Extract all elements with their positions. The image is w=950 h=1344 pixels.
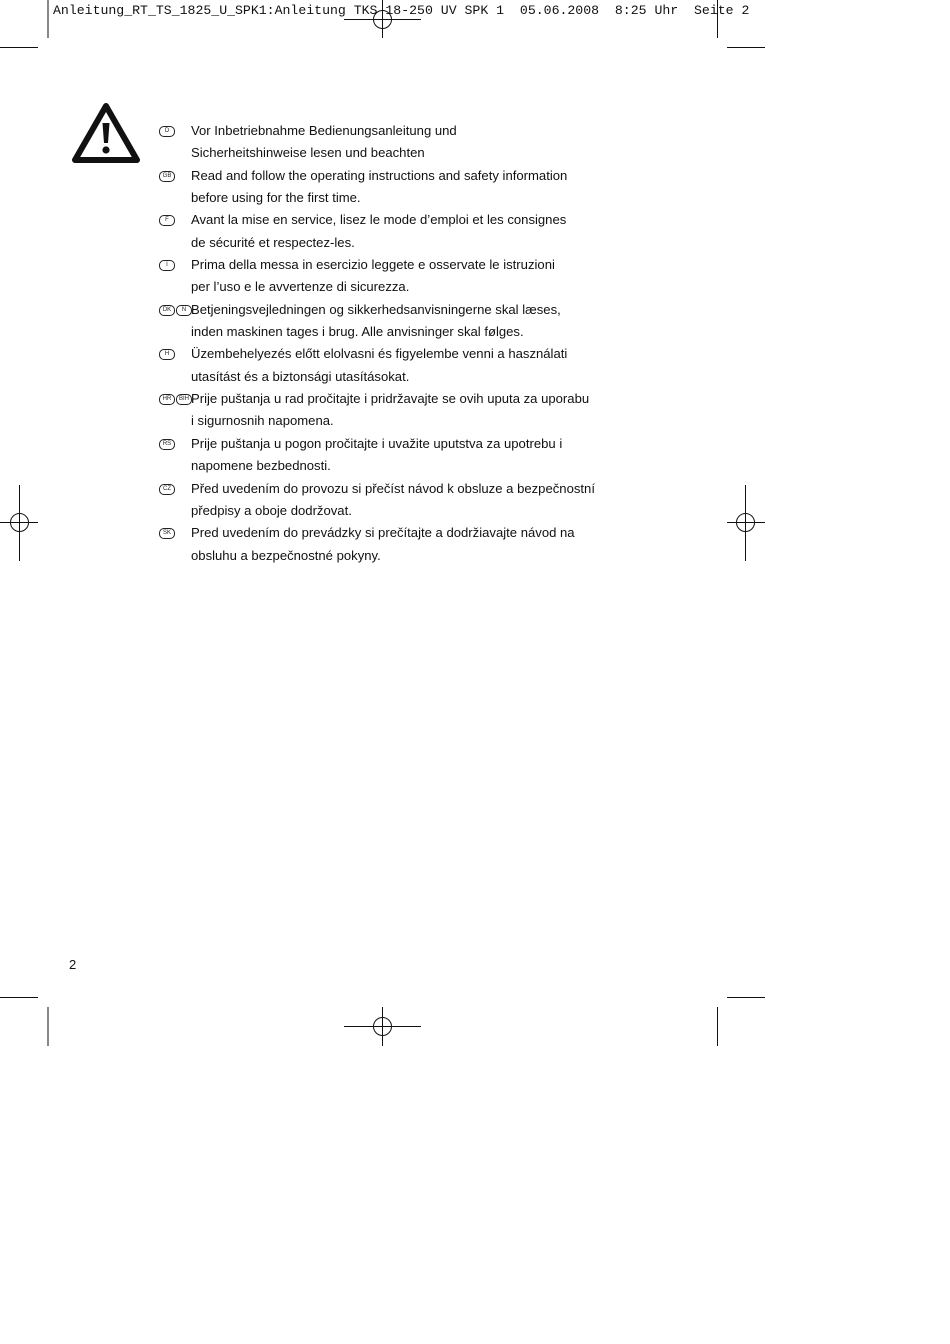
instruction-line: before using for the first time. (191, 190, 361, 206)
instruction-line: de sécurité et respectez-les. (191, 234, 355, 250)
language-code-badges (159, 171, 175, 182)
language-code-badges (159, 484, 175, 495)
instruction-text (191, 478, 611, 523)
language-entry (0, 120, 950, 165)
language-code-badge: RS (159, 439, 175, 450)
language-entry (0, 165, 950, 210)
language-code-badges (159, 260, 175, 271)
language-entry (0, 522, 950, 567)
instruction-text (191, 522, 611, 567)
language-code-badge: I (159, 260, 175, 271)
language-code-badge: HR (159, 394, 175, 405)
language-code-badge: BIH (176, 394, 192, 405)
instruction-line: Vor Inbetriebnahme Bedienungsanleitung und (191, 123, 457, 138)
instruction-line: utasítást és a biztonsági utasításokat. (191, 368, 410, 384)
language-code-badges (159, 528, 175, 539)
instruction-text (191, 433, 611, 478)
safety-instructions-list (0, 120, 950, 567)
language-entry (0, 299, 950, 344)
instruction-line: Sicherheitshinweise lesen und beachten (191, 145, 425, 161)
instruction-line: Prije puštanja u pogon pročitajte i uvažite uputstva za upotrebu i (191, 435, 563, 451)
language-entry (0, 433, 950, 478)
language-code-badge: DK (159, 305, 175, 316)
instruction-text (191, 165, 611, 210)
instruction-line: Avant la mise en service, lisez le mode d’emploi et les consignes (191, 212, 567, 228)
language-code-badge: GB (159, 171, 175, 182)
language-code-badge: N (176, 305, 192, 316)
instruction-text (191, 254, 611, 299)
instruction-line: předpisy a oboje dodržovat. (191, 502, 352, 518)
language-code-badges (159, 126, 175, 137)
instruction-line: Read and follow the operating instructions and safety information (191, 167, 568, 183)
language-code-badge: SK (159, 528, 175, 539)
instruction-line: Betjeningsvejledningen og sikkerhedsanvisningerne skal læses, (191, 301, 561, 317)
page-number: 2 (69, 957, 77, 972)
instruction-line: i sigurnosnih napomena. (191, 413, 334, 429)
language-entry (0, 209, 950, 254)
language-code-badges (159, 394, 192, 405)
instruction-line: inden maskinen tages i brug. Alle anvisninger skal følges. (191, 324, 524, 340)
instruction-text (191, 299, 611, 344)
instruction-text (191, 209, 611, 254)
language-entry (0, 388, 950, 433)
language-entry (0, 478, 950, 523)
language-code-badge: D (159, 126, 175, 137)
instruction-line: Pred uvedením do prevádzky si prečítajte a dodržiavajte návod na (191, 525, 575, 541)
language-code-badges (159, 439, 175, 450)
instruction-line: Prije puštanja u rad pročitajte i pridržavajte se ovih uputa za uporabu (191, 391, 590, 407)
instruction-line: obsluhu a bezpečnostné pokyny. (191, 547, 381, 563)
instruction-text (191, 388, 611, 433)
instruction-text (191, 120, 611, 165)
language-code-badges (159, 349, 175, 360)
instruction-line: Před uvedením do provozu si přečíst návod k obsluze a bezpečnostní (191, 480, 595, 496)
instruction-text (191, 343, 611, 388)
print-slug-header: Anleitung_RT_TS_1825_U_SPK1:Anleitung TKS 18-250 UV SPK 1 05.06.2008 8:25 Uhr Seite 2 (53, 3, 750, 18)
language-entry (0, 254, 950, 299)
instruction-line: Üzembehelyezés előtt elolvasni és figyelembe venni a használati (191, 346, 568, 362)
language-code-badge: F (159, 215, 175, 226)
instruction-line: Prima della messa in esercizio leggete e osservate le istruzioni (191, 257, 555, 273)
language-entry (0, 343, 950, 388)
instruction-line: per l’uso e le avvertenze di sicurezza. (191, 279, 410, 295)
language-code-badge: H (159, 349, 175, 360)
language-code-badges (159, 215, 175, 226)
language-code-badge: CZ (159, 484, 175, 495)
instruction-line: napomene bezbednosti. (191, 458, 331, 474)
language-code-badges (159, 305, 192, 316)
